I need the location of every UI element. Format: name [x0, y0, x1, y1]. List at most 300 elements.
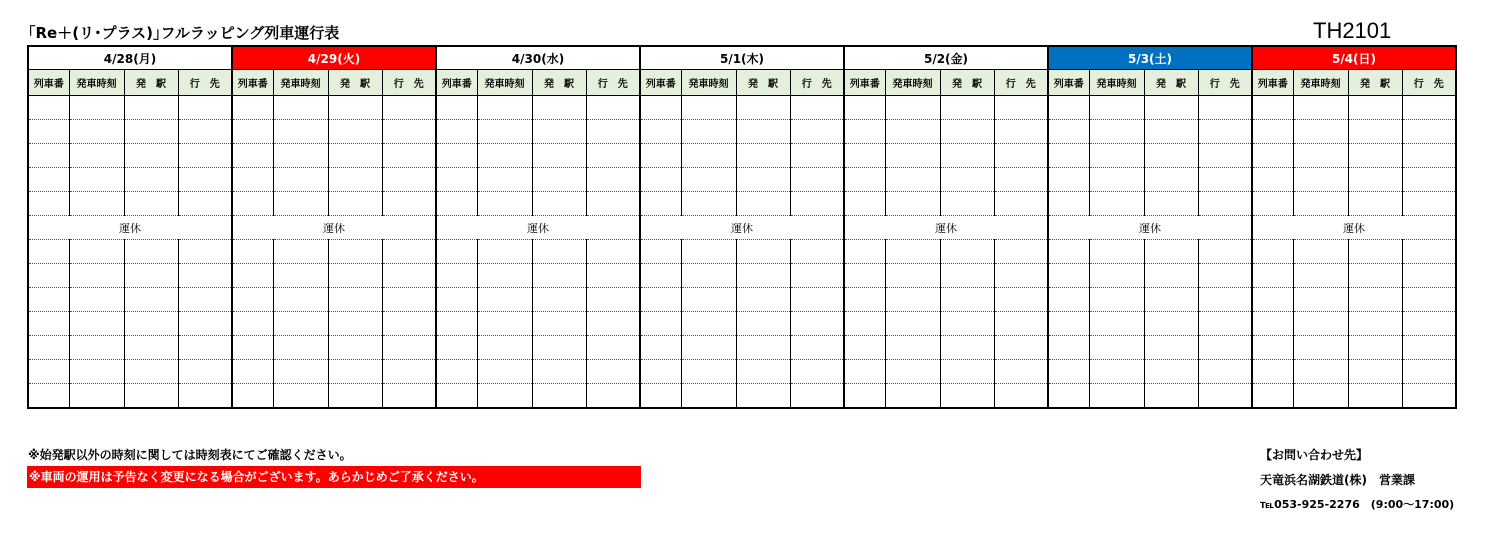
table-cell [436, 360, 477, 384]
table-cell [681, 168, 736, 192]
table-cell [178, 96, 232, 120]
table-cell [232, 384, 273, 409]
table-cell [790, 168, 844, 192]
table-cell [1048, 312, 1089, 336]
table-cell [532, 288, 586, 312]
table-cell [28, 96, 69, 120]
table-cell [994, 192, 1048, 216]
table-cell [273, 168, 328, 192]
table-cell [1144, 384, 1198, 409]
service-status: 運休 [28, 216, 232, 240]
table-cell [1402, 168, 1456, 192]
table-cell [178, 264, 232, 288]
table-cell [436, 168, 477, 192]
table-cell [940, 264, 994, 288]
table-cell [382, 96, 436, 120]
table-cell [681, 240, 736, 264]
table-cell [1144, 120, 1198, 144]
table-cell [1293, 264, 1348, 288]
table-cell [124, 96, 178, 120]
table-cell [1348, 120, 1402, 144]
table-cell [1198, 144, 1252, 168]
table-cell [328, 144, 382, 168]
table-cell [1089, 144, 1144, 168]
table-cell [736, 168, 790, 192]
table-cell [28, 240, 69, 264]
table-cell [477, 264, 532, 288]
vehicle-change-warning: ※車両の運用は予告なく変更になる場合がございます。あらかじめご了承ください。 [27, 466, 641, 488]
service-status: 運休 [1252, 216, 1456, 240]
table-cell [28, 288, 69, 312]
column-header: 発車時刻 [477, 70, 532, 96]
table-cell [328, 240, 382, 264]
table-cell [28, 312, 69, 336]
table-cell [844, 192, 885, 216]
table-cell [328, 384, 382, 409]
table-cell [844, 96, 885, 120]
table-cell [736, 360, 790, 384]
table-cell [232, 192, 273, 216]
service-status: 運休 [436, 216, 640, 240]
table-row [28, 216, 1456, 240]
table-cell [436, 240, 477, 264]
day-header: 4/30(水) [436, 46, 640, 70]
schedule-table [27, 45, 1457, 409]
contact-block [1260, 446, 1454, 521]
table-cell [1293, 312, 1348, 336]
table-cell [640, 384, 681, 409]
table-cell [382, 360, 436, 384]
table-cell [1048, 192, 1089, 216]
table-cell [69, 96, 124, 120]
table-cell [994, 360, 1048, 384]
table-cell [1348, 312, 1402, 336]
table-cell [477, 240, 532, 264]
day-header: 4/28(月) [28, 46, 232, 70]
table-cell [1198, 96, 1252, 120]
column-header: 発 駅 [124, 70, 178, 96]
table-cell [1293, 144, 1348, 168]
table-cell [844, 336, 885, 360]
table-cell [1348, 96, 1402, 120]
table-cell [178, 192, 232, 216]
table-cell [1048, 288, 1089, 312]
table-cell [1348, 168, 1402, 192]
table-cell [328, 360, 382, 384]
table-cell [736, 120, 790, 144]
table-cell [736, 336, 790, 360]
table-cell [273, 264, 328, 288]
table-cell [1198, 264, 1252, 288]
table-cell [790, 288, 844, 312]
table-cell [532, 120, 586, 144]
column-header: 発 駅 [1144, 70, 1198, 96]
table-cell [28, 264, 69, 288]
table-cell [273, 312, 328, 336]
table-cell [640, 336, 681, 360]
column-header: 行 先 [178, 70, 232, 96]
table-cell [532, 144, 586, 168]
table-cell [640, 192, 681, 216]
table-cell [994, 144, 1048, 168]
table-cell [382, 240, 436, 264]
table-cell [328, 192, 382, 216]
table-cell [885, 168, 940, 192]
table-cell [885, 240, 940, 264]
table-cell [1252, 336, 1293, 360]
contact-company: 天竜浜名湖鉄道(株) 営業課 [1260, 473, 1415, 487]
table-cell [1048, 264, 1089, 288]
table-cell [885, 360, 940, 384]
table-cell [736, 192, 790, 216]
table-cell [232, 120, 273, 144]
table-cell [736, 312, 790, 336]
column-header: 発 駅 [532, 70, 586, 96]
timetable-note: ※始発駅以外の時刻に関しては時刻表にてご確認ください。 [28, 448, 352, 462]
table-cell [790, 336, 844, 360]
table-cell [532, 192, 586, 216]
column-header: 行 先 [382, 70, 436, 96]
table-cell [1402, 384, 1456, 409]
table-cell [28, 192, 69, 216]
table-cell [436, 120, 477, 144]
table-cell [232, 96, 273, 120]
table-cell [1348, 384, 1402, 409]
column-header: 列車番 [844, 70, 885, 96]
table-cell [532, 384, 586, 409]
table-cell [1252, 288, 1293, 312]
table-cell [1089, 120, 1144, 144]
table-cell [994, 288, 1048, 312]
table-cell [1348, 288, 1402, 312]
table-cell [736, 240, 790, 264]
table-cell [436, 384, 477, 409]
table-cell [477, 168, 532, 192]
table-cell [640, 312, 681, 336]
column-header: 列車番 [640, 70, 681, 96]
column-header: 行 先 [1198, 70, 1252, 96]
table-cell [940, 288, 994, 312]
table-cell [1144, 240, 1198, 264]
column-header: 列車番 [436, 70, 477, 96]
table-cell [436, 192, 477, 216]
table-cell [1402, 312, 1456, 336]
column-header: 発車時刻 [1293, 70, 1348, 96]
table-cell [790, 144, 844, 168]
table-cell [273, 120, 328, 144]
column-header: 発車時刻 [273, 70, 328, 96]
table-cell [586, 288, 640, 312]
table-cell [790, 240, 844, 264]
table-cell [532, 312, 586, 336]
table-cell [1348, 240, 1402, 264]
table-cell [1402, 96, 1456, 120]
table-cell [328, 96, 382, 120]
column-header: 行 先 [586, 70, 640, 96]
table-cell [178, 360, 232, 384]
table-cell [1402, 288, 1456, 312]
table-cell [124, 264, 178, 288]
table-cell [994, 312, 1048, 336]
table-cell [178, 336, 232, 360]
table-cell [232, 336, 273, 360]
table-cell [844, 240, 885, 264]
table-cell [124, 120, 178, 144]
table-cell [994, 96, 1048, 120]
table-cell [790, 120, 844, 144]
table-cell [273, 360, 328, 384]
table-row [28, 288, 1456, 312]
table-cell [790, 384, 844, 409]
day-header: 5/4(日) [1252, 46, 1456, 70]
table-cell [586, 264, 640, 288]
table-cell [382, 168, 436, 192]
table-row [28, 336, 1456, 360]
table-cell [681, 312, 736, 336]
table-cell [940, 96, 994, 120]
table-cell [586, 144, 640, 168]
table-cell [1402, 192, 1456, 216]
table-cell [69, 144, 124, 168]
column-header: 列車番 [1252, 70, 1293, 96]
column-header: 発 駅 [736, 70, 790, 96]
table-cell [790, 96, 844, 120]
table-cell [1402, 360, 1456, 384]
service-status: 運休 [232, 216, 436, 240]
table-row [28, 144, 1456, 168]
column-header: 発車時刻 [69, 70, 124, 96]
table-cell [436, 288, 477, 312]
table-cell [885, 96, 940, 120]
table-cell [940, 168, 994, 192]
table-cell [681, 288, 736, 312]
table-cell [844, 168, 885, 192]
table-cell [1293, 240, 1348, 264]
table-cell [232, 312, 273, 336]
table-cell [1252, 168, 1293, 192]
table-cell [736, 264, 790, 288]
table-cell [844, 360, 885, 384]
table-cell [1048, 120, 1089, 144]
table-cell [1144, 168, 1198, 192]
table-cell [69, 240, 124, 264]
table-cell [994, 120, 1048, 144]
table-cell [1293, 336, 1348, 360]
table-cell [69, 192, 124, 216]
table-cell [382, 384, 436, 409]
table-cell [328, 120, 382, 144]
table-cell [1144, 264, 1198, 288]
table-cell [382, 288, 436, 312]
column-header: 行 先 [1402, 70, 1456, 96]
table-cell [640, 288, 681, 312]
table-cell [681, 264, 736, 288]
table-cell [844, 312, 885, 336]
table-cell [382, 120, 436, 144]
service-status: 運休 [844, 216, 1048, 240]
table-cell [844, 144, 885, 168]
table-cell [1048, 96, 1089, 120]
table-row [28, 240, 1456, 264]
table-cell [124, 168, 178, 192]
table-cell [1348, 144, 1402, 168]
table-cell [178, 144, 232, 168]
table-cell [124, 384, 178, 409]
table-cell [844, 264, 885, 288]
table-cell [1252, 192, 1293, 216]
service-status: 運休 [1048, 216, 1252, 240]
table-cell [1198, 192, 1252, 216]
table-cell [328, 312, 382, 336]
table-cell [736, 96, 790, 120]
table-cell [1198, 312, 1252, 336]
column-header: 列車番 [28, 70, 69, 96]
table-cell [1402, 144, 1456, 168]
table-cell [940, 120, 994, 144]
table-cell [69, 168, 124, 192]
table-cell [232, 288, 273, 312]
table-row [28, 312, 1456, 336]
table-cell [477, 288, 532, 312]
table-cell [124, 240, 178, 264]
table-cell [940, 192, 994, 216]
table-cell [681, 192, 736, 216]
table-cell [1252, 312, 1293, 336]
table-cell [178, 120, 232, 144]
table-cell [124, 336, 178, 360]
table-cell [681, 360, 736, 384]
table-cell [232, 168, 273, 192]
table-cell [436, 96, 477, 120]
table-cell [477, 144, 532, 168]
table-cell [1089, 264, 1144, 288]
table-cell [328, 288, 382, 312]
table-cell [1089, 312, 1144, 336]
table-cell [736, 384, 790, 409]
table-cell [1293, 192, 1348, 216]
day-header: 5/2(金) [844, 46, 1048, 70]
day-header-row [28, 46, 1456, 70]
table-cell [532, 96, 586, 120]
column-header: 列車番 [1048, 70, 1089, 96]
table-cell [178, 240, 232, 264]
table-cell [586, 360, 640, 384]
table-cell [640, 96, 681, 120]
table-cell [1089, 240, 1144, 264]
table-cell [1144, 192, 1198, 216]
table-cell [178, 168, 232, 192]
table-cell [1048, 360, 1089, 384]
table-cell [940, 312, 994, 336]
table-cell [940, 240, 994, 264]
table-cell [586, 192, 640, 216]
table-cell [1293, 120, 1348, 144]
table-cell [1144, 144, 1198, 168]
table-cell [1089, 336, 1144, 360]
table-cell [1293, 288, 1348, 312]
table-cell [477, 312, 532, 336]
table-cell [1348, 264, 1402, 288]
table-cell [436, 312, 477, 336]
table-cell [640, 144, 681, 168]
table-cell [532, 360, 586, 384]
table-cell [124, 312, 178, 336]
table-cell [28, 384, 69, 409]
table-cell [178, 384, 232, 409]
table-cell [1402, 264, 1456, 288]
table-cell [1402, 336, 1456, 360]
table-cell [640, 120, 681, 144]
table-cell [736, 288, 790, 312]
table-cell [586, 240, 640, 264]
table-cell [1198, 240, 1252, 264]
table-cell [1198, 336, 1252, 360]
table-cell [885, 312, 940, 336]
table-cell [382, 336, 436, 360]
table-cell [532, 240, 586, 264]
table-cell [436, 144, 477, 168]
table-cell [1252, 240, 1293, 264]
table-cell [1198, 120, 1252, 144]
table-cell [1048, 144, 1089, 168]
table-cell [232, 264, 273, 288]
table-cell [940, 384, 994, 409]
table-cell [681, 96, 736, 120]
day-header: 5/1(木) [640, 46, 844, 70]
table-cell [1252, 144, 1293, 168]
table-cell [1348, 336, 1402, 360]
table-cell [1144, 360, 1198, 384]
table-cell [1252, 120, 1293, 144]
day-header: 4/29(火) [232, 46, 436, 70]
table-cell [1252, 96, 1293, 120]
table-cell [1252, 264, 1293, 288]
table-cell [790, 312, 844, 336]
table-row [28, 120, 1456, 144]
table-cell [940, 144, 994, 168]
table-cell [994, 384, 1048, 409]
table-row [28, 192, 1456, 216]
table-cell [28, 360, 69, 384]
table-cell [586, 120, 640, 144]
table-cell [124, 192, 178, 216]
table-cell [477, 96, 532, 120]
table-cell [1144, 336, 1198, 360]
table-cell [994, 336, 1048, 360]
table-cell [844, 120, 885, 144]
column-header: 発車時刻 [681, 70, 736, 96]
table-cell [844, 384, 885, 409]
table-cell [28, 168, 69, 192]
table-cell [1348, 360, 1402, 384]
table-cell [1252, 384, 1293, 409]
table-cell [1048, 384, 1089, 409]
table-cell [586, 336, 640, 360]
table-cell [178, 312, 232, 336]
table-cell [28, 336, 69, 360]
table-cell [477, 192, 532, 216]
table-cell [885, 120, 940, 144]
table-cell [586, 96, 640, 120]
table-cell [994, 264, 1048, 288]
table-cell [1252, 360, 1293, 384]
table-cell [232, 240, 273, 264]
table-cell [885, 192, 940, 216]
column-header: 列車番 [232, 70, 273, 96]
table-cell [273, 96, 328, 120]
table-cell [532, 264, 586, 288]
column-header: 発 駅 [940, 70, 994, 96]
